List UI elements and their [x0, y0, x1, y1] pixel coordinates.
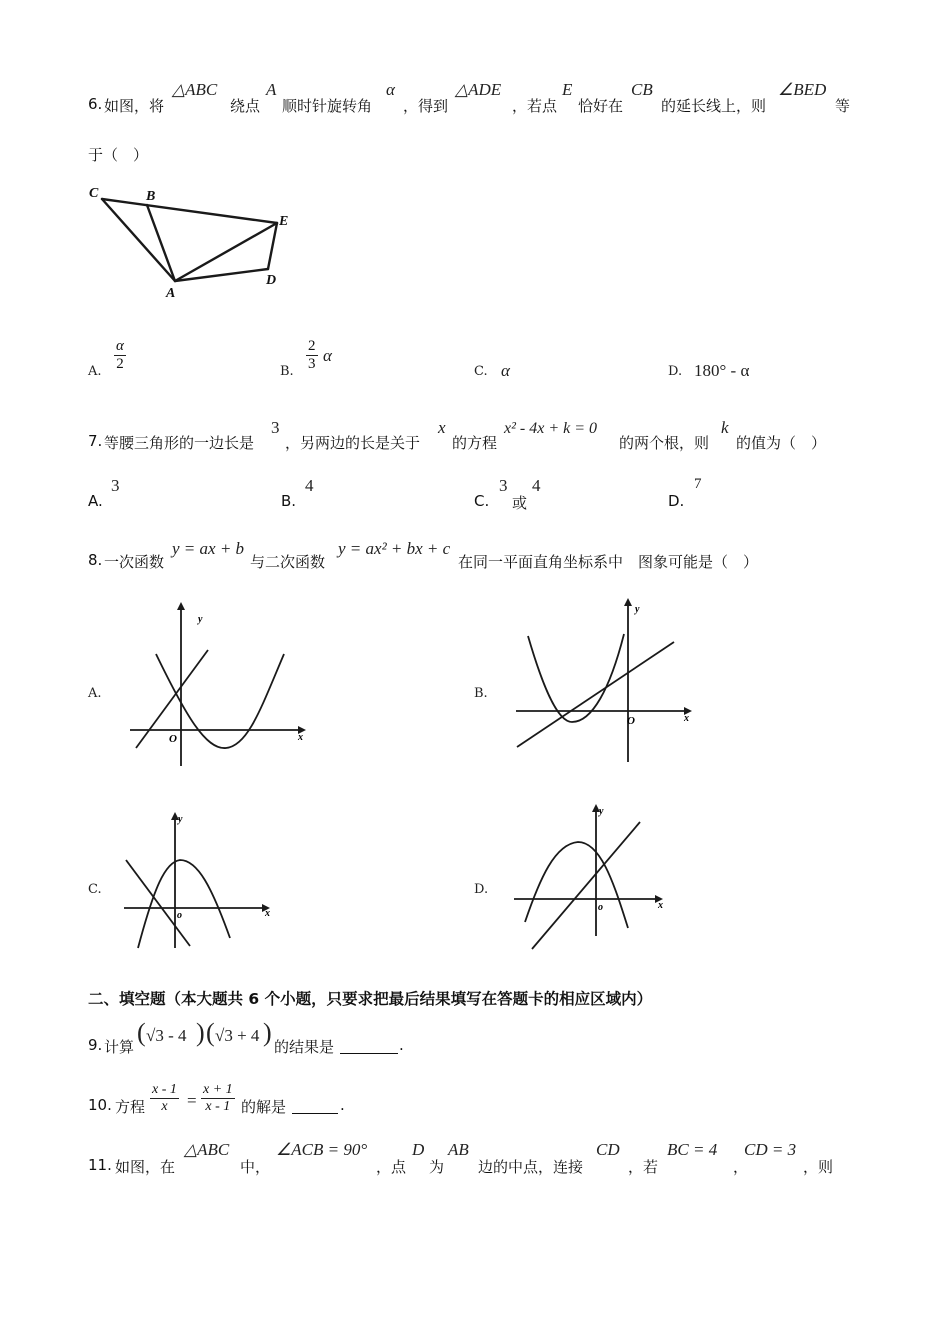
q8a-x-label: x — [298, 732, 303, 743]
q6-text-1: 如图，将 — [104, 97, 165, 115]
q6-option-b-label: B. — [280, 364, 294, 379]
q7-option-a-value: 3 — [111, 476, 120, 495]
q7-text-1: 等腰三角形的一边长是 — [104, 434, 255, 452]
q6-math-cb: CB — [631, 80, 653, 99]
q8-text-2: 与二次函数 — [250, 553, 326, 571]
q8-option-a-label: A. — [88, 686, 102, 701]
q10-rhs-denominator: x - 1 — [205, 1099, 231, 1115]
q7-text-4: 的两个根，则 — [619, 434, 710, 452]
q9-paren-close-1: ) — [196, 1018, 205, 1047]
q6-text-3: 顺时针旋转角 — [282, 97, 373, 115]
q8-text-1: 一次函数 — [104, 553, 165, 571]
q6-math-angle-bed: ∠BED — [778, 80, 827, 99]
q9-number: 9. — [88, 1036, 103, 1054]
q6-label-b: B — [146, 189, 156, 204]
q6-label-e: E — [279, 214, 289, 229]
q6-text-5: ，若点 — [512, 97, 558, 115]
q8c-y-label: y — [178, 814, 183, 825]
q11-text-1: 如图，在 — [115, 1158, 176, 1176]
q11-number: 11. — [88, 1156, 112, 1174]
q8-option-d-label: D. — [474, 882, 489, 897]
q7-number: 7. — [88, 432, 103, 450]
q8d-origin-label: o — [598, 902, 603, 913]
q8c-origin-label: o — [177, 910, 182, 921]
q10-number: 10. — [88, 1096, 112, 1114]
q6-text-7: 的延长线上，则 — [661, 97, 767, 115]
q8-math-linear: y = ax + b — [172, 539, 245, 558]
q8-graph-d — [510, 800, 675, 955]
q10-lhs-denominator: x — [161, 1099, 168, 1115]
q6-math-e: E — [562, 80, 573, 99]
q8-graph-b — [512, 594, 697, 766]
q7-option-c-value: 3 — [499, 476, 508, 495]
q6-segment-ae — [175, 223, 277, 281]
q8a-y-label: y — [198, 614, 203, 625]
q7-option-c-value2: 4 — [532, 476, 541, 495]
q7-math-k: k — [721, 418, 729, 437]
q6-option-d-label: D. — [668, 364, 683, 379]
q6-label-a: A — [166, 286, 176, 300]
q10-text-2: 的解是 — [241, 1098, 287, 1116]
q10-answer-blank[interactable] — [292, 1112, 338, 1114]
q6-text-8: 等 — [835, 97, 851, 115]
q8-number: 8. — [88, 551, 103, 569]
q8c-parabola — [138, 860, 230, 948]
q7-math-3: 3 — [271, 418, 280, 437]
q6-segment-ca — [102, 199, 175, 281]
q6-segment-ba — [147, 205, 175, 281]
q6-figure — [80, 180, 310, 300]
q11-math-cd-value: CD = 3 — [744, 1140, 797, 1159]
q6-option-a-fraction — [114, 338, 126, 374]
q11-text-6: ，若 — [628, 1158, 659, 1176]
q6-number: 6. — [88, 95, 103, 113]
q8c-x-label: x — [265, 908, 270, 919]
q7-option-b-label: B. — [281, 492, 297, 510]
q11-text-3: ，点 — [376, 1158, 407, 1176]
q6-math-triangle-abc: △ABC — [172, 80, 218, 99]
q8b-line — [517, 642, 674, 747]
q9-text-1: 计算 — [104, 1038, 135, 1056]
q8-graph-c — [120, 808, 280, 958]
q6-option-c-label: C. — [474, 364, 488, 379]
q6-text-2: 绕点 — [230, 97, 261, 115]
q7-text-3: 的方程 — [452, 434, 498, 452]
q10-lhs-numerator: x - 1 — [150, 1082, 179, 1099]
q7-option-c-label: C. — [474, 492, 490, 510]
q8b-x-label: x — [684, 713, 689, 724]
q8b-y-label: y — [635, 604, 640, 615]
q8-math-quadratic: y = ax² + bx + c — [338, 539, 451, 558]
q9-answer-blank[interactable] — [340, 1052, 398, 1054]
q8d-line — [532, 822, 640, 949]
q6-text-line2: 于（ ） — [88, 146, 149, 164]
q6-text-6: 恰好在 — [578, 97, 624, 115]
q11-math-bc: BC = 4 — [667, 1140, 718, 1159]
q11-text-7: ， — [733, 1158, 749, 1176]
q7-text-2: ，另两边的长是关于 — [285, 434, 421, 452]
q6-option-c-value: α — [501, 361, 510, 380]
q8-option-b-label: B. — [474, 686, 488, 701]
q11-math-angle-acb: ∠ACB = 90° — [276, 1140, 368, 1159]
q11-text-2: 中， — [240, 1158, 271, 1176]
q10-text-end: . — [340, 1096, 345, 1114]
q11-text-8: ，则 — [803, 1158, 834, 1176]
q8b-parabola — [528, 634, 624, 722]
q10-lhs-fraction — [150, 1082, 179, 1115]
q9-paren-close-2: ) — [263, 1018, 272, 1047]
q6-option-d-value: 180° - α — [694, 361, 750, 380]
q11-text-5: 边的中点，连接 — [478, 1158, 584, 1176]
q9-text-2: 的结果是 — [274, 1038, 335, 1056]
q11-math-d: D — [412, 1140, 425, 1159]
q7-option-b-value: 4 — [305, 476, 314, 495]
q8b-y-arrow — [624, 598, 632, 606]
q6-option-a-denominator: 2 — [116, 356, 124, 373]
q6-segment-de — [268, 223, 277, 269]
q7-option-a-label: A. — [88, 492, 103, 510]
q6-option-b-fraction — [306, 338, 318, 374]
q7-math-x: x — [438, 418, 446, 437]
q10-text-1: 方程 — [115, 1098, 146, 1116]
q6-segment-ad — [175, 269, 268, 281]
q6-label-d: D — [266, 273, 277, 288]
q8d-x-label: x — [658, 900, 663, 911]
q6-math-alpha: α — [386, 80, 395, 99]
q9-expr-a: √3 - 4 — [146, 1026, 187, 1045]
q6-option-b-suffix: α — [323, 346, 332, 365]
q8-option-c-label: C. — [88, 882, 102, 897]
q6-math-a: A — [266, 80, 277, 99]
q8a-origin-label: O — [169, 733, 177, 745]
q6-segment-ce — [102, 199, 277, 223]
q6-text-4: ，得到 — [403, 97, 449, 115]
q10-rhs-numerator: x + 1 — [201, 1082, 235, 1099]
q9-text-end: . — [399, 1036, 404, 1054]
q9-expr-b: √3 + 4 — [215, 1026, 260, 1045]
q9-paren-open-1: ( — [137, 1018, 146, 1047]
q11-math-triangle-abc: △ABC — [184, 1140, 230, 1159]
q9-paren-open-2: ( — [206, 1018, 215, 1047]
q6-label-c: C — [89, 186, 99, 201]
q6-math-triangle-ade: △ADE — [455, 80, 502, 99]
q8d-y-label: y — [599, 806, 604, 817]
q8a-y-arrow — [177, 602, 185, 610]
q7-option-c-or: 或 — [512, 494, 528, 512]
q8b-origin-label: O — [627, 715, 635, 727]
q11-text-4: 为 — [429, 1158, 445, 1176]
q8c-line — [126, 860, 190, 946]
q11-math-ab: AB — [448, 1140, 469, 1159]
q6-option-a-label: A. — [88, 364, 102, 379]
q6-option-a-numerator: α — [114, 338, 126, 356]
q7-math-equation: x² - 4x + k = 0 — [504, 420, 598, 437]
q7-option-d-label: D. — [668, 492, 685, 510]
section-2-title: 二、填空题（本大题共 6 个小题，只要求把最后结果填写在答题卡的相应区域内） — [88, 990, 653, 1008]
q6-option-b-denominator: 3 — [308, 356, 316, 373]
q7-text-5: 的值为（ ） — [736, 434, 827, 452]
q10-rhs-fraction — [201, 1082, 235, 1115]
q8-text-3: 在同一平面直角坐标系中 图象可能是（ ） — [458, 553, 759, 571]
q10-equals: = — [187, 1091, 197, 1110]
q8-graph-a — [126, 598, 311, 770]
q11-math-cd: CD — [596, 1140, 620, 1159]
q6-option-b-numerator: 2 — [306, 338, 318, 356]
q7-option-d-value: 7 — [694, 476, 702, 492]
